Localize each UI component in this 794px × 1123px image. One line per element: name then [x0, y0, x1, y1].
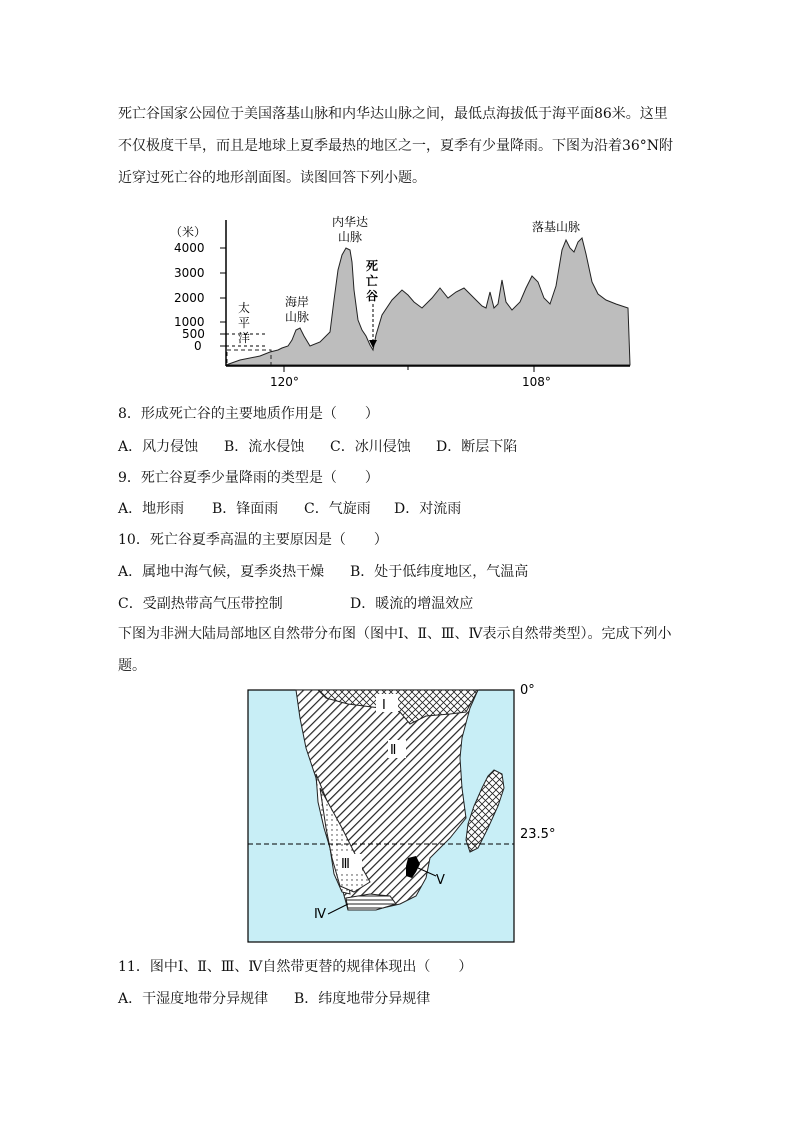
y-tick-2000: 2000	[174, 291, 205, 305]
y-tick-3000: 3000	[174, 266, 205, 280]
zone-label-iv: Ⅳ	[314, 907, 326, 922]
q9-option-c: C．气旋雨	[304, 501, 371, 517]
label-pacific-2: 平	[238, 316, 251, 330]
q10-option-c: C．受副热带高气压带控制	[118, 596, 283, 612]
intro-paragraph-africa: 下图为非洲大陆局部地区自然带分布图（图中Ⅰ、Ⅱ、Ⅲ、Ⅳ表示自然带类型）。完成下列小题。	[118, 626, 672, 674]
q10-option-b: B．处于低纬度地区，气温高	[350, 564, 529, 580]
label-sierra-1: 内华达	[332, 215, 369, 229]
zone-label-i: Ⅰ	[382, 698, 386, 713]
label-death-valley-3: 谷	[366, 289, 379, 303]
lat-label-0: 0°	[520, 683, 535, 698]
y-tick-0: 0	[194, 339, 202, 353]
intro-paragraph-death-valley: 死亡谷国家公园位于美国落基山脉和内华达山脉之间，最低点海拔低于海平面86米。这里不仅极度干旱，而且是地球上夏季最热的地区之一，夏季有少量降雨。下图为沿着36°N附近穿过死亡谷的地形剖面图。读图回答下列小题。	[118, 106, 674, 186]
zone-label-ii: Ⅱ	[390, 743, 397, 758]
q8-option-b: B．流水侵蚀	[224, 439, 305, 455]
y-ticks	[220, 248, 226, 346]
zone-label-v: Ⅴ	[436, 873, 445, 888]
q8-option-a: A．风力侵蚀	[118, 439, 199, 455]
africa-natural-zone-map	[230, 678, 560, 948]
label-coast-range-2: 山脉	[285, 310, 310, 324]
q10-option-a: A．属地中海气候，夏季炎热干燥	[118, 564, 325, 580]
q9-option-d: D．对流雨	[394, 501, 462, 517]
q9-option-b: B．锋面雨	[212, 501, 279, 517]
label-rockies: 落基山脉	[532, 220, 581, 234]
label-sierra-2: 山脉	[338, 230, 363, 244]
q9-stem: 9．死亡谷夏季少量降雨的类型是（ ）	[118, 470, 379, 486]
q11-option-a: A．干湿度地带分异规律	[118, 991, 269, 1007]
label-coast-range-1: 海岸	[285, 295, 310, 309]
lat-label-23-5: 23.5°	[520, 827, 556, 842]
label-death-valley-1: 死	[366, 259, 379, 273]
q8-option-d: D．断层下陷	[436, 439, 518, 455]
y-unit-label: （米）	[170, 225, 207, 239]
x-tick-108: 108°	[522, 375, 551, 389]
q8-option-c: C．冰川侵蚀	[330, 439, 411, 455]
q9-option-a: A．地形雨	[118, 501, 185, 517]
y-tick-1000: 1000	[174, 315, 205, 329]
x-tick-120: 120°	[270, 375, 299, 389]
q11-stem: 11．图中Ⅰ、Ⅱ、Ⅲ、Ⅳ自然带更替的规律体现出（ ）	[118, 959, 473, 975]
q10-option-d: D．暖流的增温效应	[350, 596, 474, 612]
q10-stem: 10．死亡谷夏季高温的主要原因是（ ）	[118, 532, 388, 548]
q8-stem: 8．形成死亡谷的主要地质作用是（ ）	[118, 406, 379, 422]
label-death-valley-2: 亡	[366, 274, 379, 288]
q11-option-b: B．纬度地带分异规律	[294, 991, 431, 1007]
y-tick-4000: 4000	[174, 241, 205, 255]
label-pacific-3: 洋	[238, 331, 251, 345]
label-pacific-1: 太	[238, 301, 251, 315]
zone-label-iii: Ⅲ	[341, 857, 350, 872]
y-tick-500: 500	[182, 327, 205, 341]
terrain-profile-figure	[170, 210, 640, 395]
